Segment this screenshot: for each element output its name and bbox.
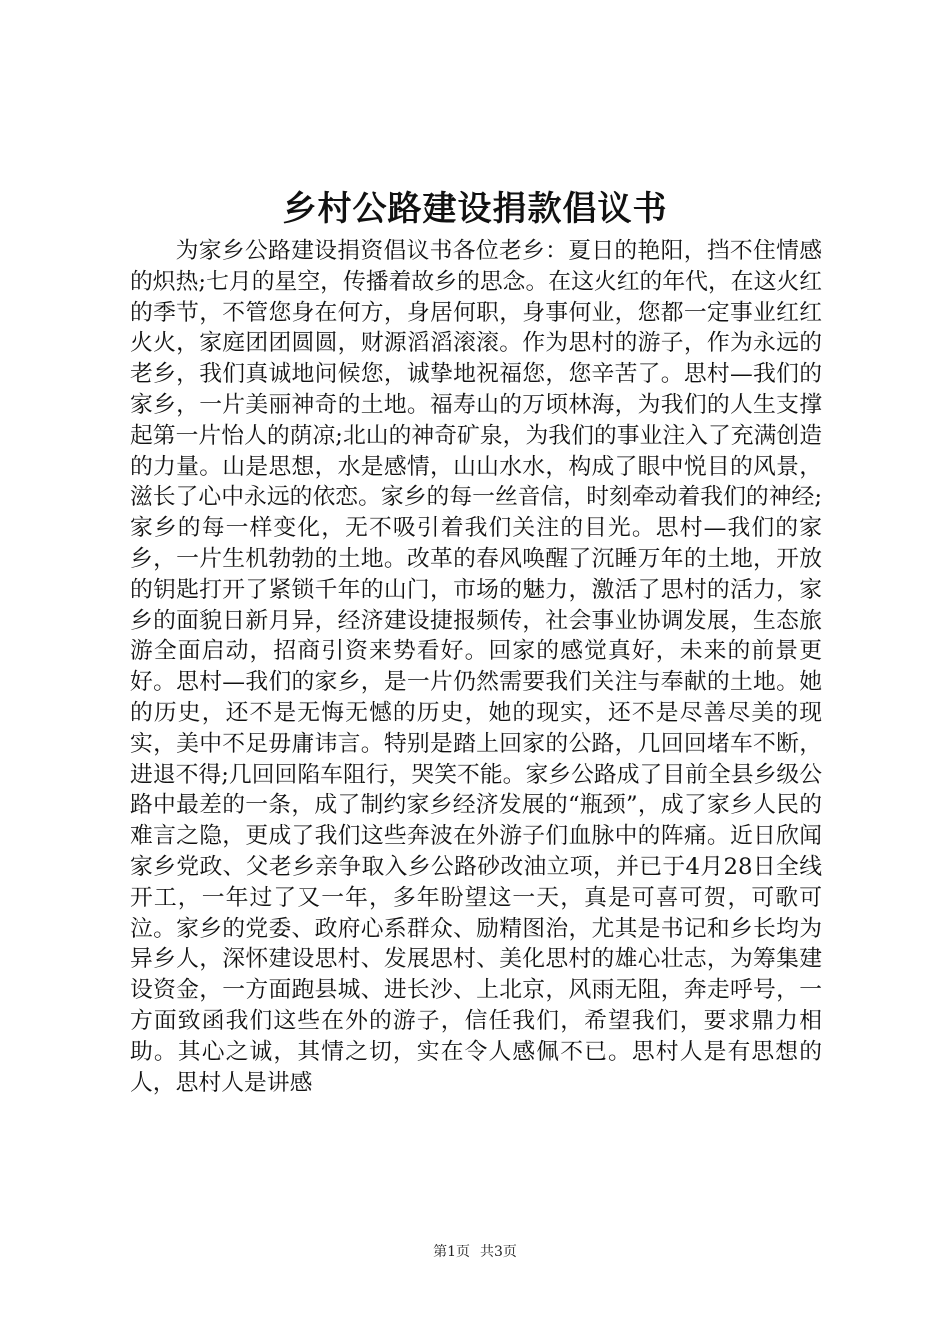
page-total: 共3页 <box>480 1244 517 1260</box>
document-title: 乡村公路建设捐款倡议书 <box>282 189 668 229</box>
page-footer <box>0 1242 950 1262</box>
page-number: 第1页 <box>433 1244 470 1260</box>
document-body-paragraph: 为家乡公路建设捐资倡议书各位老乡：夏日的艳阳，挡不住情感的炽热;七月的星空，传播着故乡的思念。在这火红的年代，在这火红的季节，不管您身在何方，身居何职，身事何业，您都一定事业红红火火，家庭团团圆圆，财源滔滔滚滚。作为思村的游子，作为永远的老乡，我们真诚地问候您，诚挚地祝福您，您辛苦了。思村—我们的家乡，一片美丽神奇的土地。福寿山的万顷林海，为我们的人生支撑起第一片怡人的荫凉;北山的神奇矿泉，为我们的事业注入了充满创造的力量。山是思想，水是感情，山山水水，构成了眼中悦目的风景，滋长了心中永远的依恋。家乡的每一丝音信，时刻牵动着我们的神经;家乡的每一样变化，无不吸引着我们关注的目光。思村—我们的家乡，一片生机勃勃的土地。改革的春风唤醒了沉睡万年的土地，开放的钥匙打开了紧锁千年的山门，市场的魅力，激活了思村的活力，家乡的面貌日新月异，经济建设捷报频传，社会事业协调发展，生态旅游全面启动，招商引资来势看好。回家的感觉真好，未来的前景更好。思村—我们的家乡，是一片仍然需要我们关注与奉献的土地。她的历史，还不是无悔无憾的历史，她的现实，还不是尽善尽美的现实，美中不足毋庸讳言。特别是踏上回家的公路，几回回堵车不断，进退不得;几回回陷车阻行，哭笑不能。家乡公路成了目前全县乡级公路中最差的一条，成了制约家乡经济发展的“瓶颈”，成了家乡人民的难言之隐，更成了我们这些奔波在外游子们血脉中的阵痛。近日欣闻家乡党政、父老乡亲争取入乡公路砂改油立项，并已于4月28日全线开工，一年过了又一年，多年盼望这一天，真是可喜可贺，可歌可泣。家乡的党委、政府心系群众、励精图治，尤其是书记和乡长均为异乡人，深怀建设思村、发展思村、美化思村的雄心壮志，为筹集建设资金，一方面跑县城、进长沙、上北京，风雨无阻，奔走呼号，一方面致函我们这些在外的游子，信任我们，希望我们，要求鼎力相助。其心之诚，其情之切，实在令人感佩不已。思村人是有思想的人，思村人是讲感 <box>130 238 822 1096</box>
